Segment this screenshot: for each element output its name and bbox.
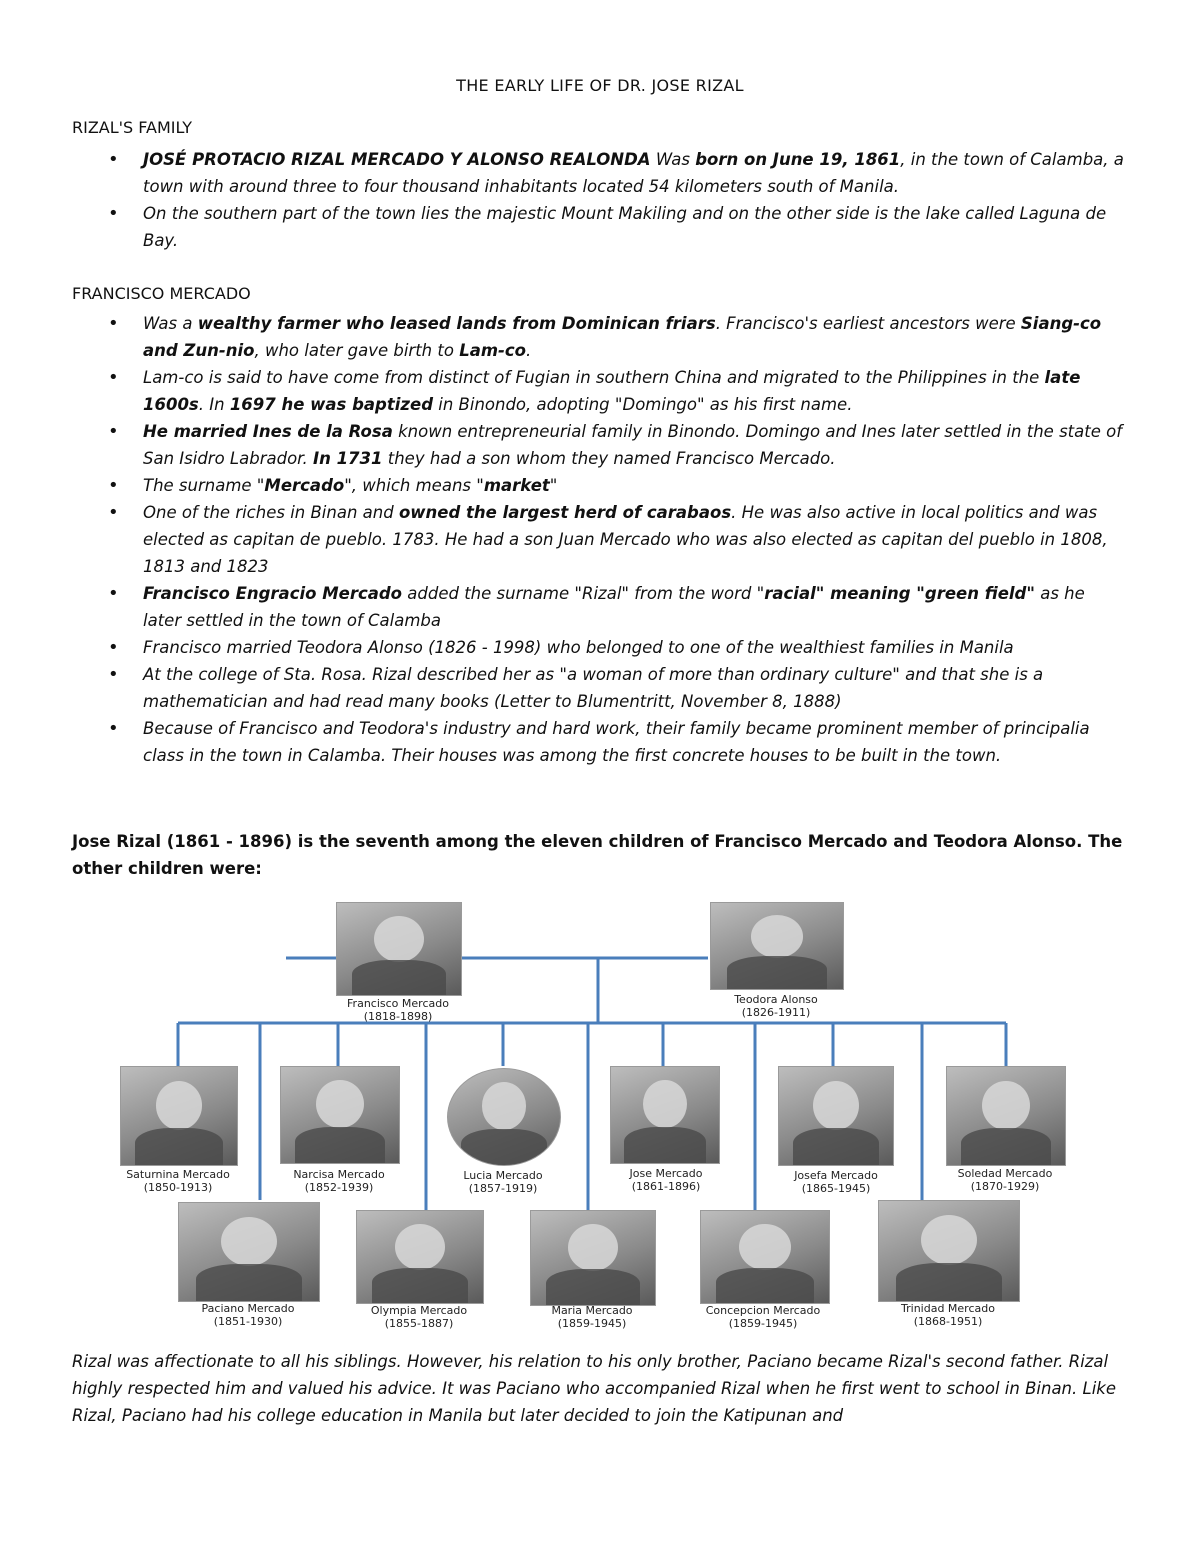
child-photo-olympia bbox=[356, 1210, 484, 1304]
child-caption-lucia: Lucia Mercado (1857-1919) bbox=[463, 1169, 543, 1195]
child-photo-josefa bbox=[778, 1066, 894, 1166]
child-photo-saturnina bbox=[120, 1066, 238, 1166]
child-caption-soledad: Soledad Mercado (1870-1929) bbox=[957, 1167, 1053, 1193]
parent-caption-teodora: Teodora Alonso (1826-1911) bbox=[734, 993, 818, 1019]
parent-photo-francisco bbox=[336, 902, 462, 996]
child-photo-narcisa bbox=[280, 1066, 400, 1164]
list-item: • One of the riches in Binan and owned the largest herd of carabaos. He was also active in local politics and was elected as capitan de pueblo. 1783. He had a son Juan Mercado who was also elected as capitan del pueblo in 1808, 1813 and 1823 bbox=[108, 499, 1128, 580]
list-item: • Francisco married Teodora Alonso (1826 - 1998) who belonged to one of the wealthiest families in Manila bbox=[108, 634, 1128, 661]
document-title: THE EARLY LIFE OF DR. JOSE RIZAL bbox=[456, 76, 744, 95]
list-item: • At the college of Sta. Rosa. Rizal described her as "a woman of more than ordinary culture" and that she is a mathematician and had read many books (Letter to Blumentritt, November 8, 1888) bbox=[108, 661, 1128, 715]
child-caption-narcisa: Narcisa Mercado (1852-1939) bbox=[293, 1168, 385, 1194]
list-item: • He married Ines de la Rosa known entrepreneurial family in Binondo. Domingo and Ines later settled in the state of San Isidro Labrador. In 1731 they had a son whom they named Francisco Mercado. bbox=[108, 418, 1128, 472]
rizal-family-list bbox=[108, 146, 1128, 254]
child-caption-trinidad: Trinidad Mercado (1868-1951) bbox=[901, 1302, 995, 1328]
child-photo-jose bbox=[610, 1066, 720, 1164]
child-caption-josefa: Josefa Mercado (1865-1945) bbox=[794, 1169, 878, 1195]
list-item: • Because of Francisco and Teodora's industry and hard work, their family became prominent member of principalia class in the town in Calamba. Their houses was among the first concrete houses to be built in the town. bbox=[108, 715, 1128, 769]
parent-photo-teodora bbox=[710, 902, 844, 990]
section-heading-rizals-family: RIZAL'S FAMILY bbox=[72, 118, 193, 137]
child-photo-maria bbox=[530, 1210, 656, 1306]
child-photo-concepcion bbox=[700, 1210, 830, 1304]
parent-caption-francisco: Francisco Mercado (1818-1898) bbox=[347, 997, 449, 1023]
list-item: • Francisco Engracio Mercado added the surname "Rizal" from the word "racial" meaning "green field" as he later settled in the town of Calamba bbox=[108, 580, 1128, 634]
list-item: • Was a wealthy farmer who leased lands from Dominican friars. Francisco's earliest ancestors were Siang-co and Zun-nio, who later gave birth to Lam-co. bbox=[108, 310, 1128, 364]
list-item: • On the southern part of the town lies the majestic Mount Makiling and on the other side is the lake called Laguna de Bay. bbox=[108, 200, 1128, 254]
list-item: • Lam-co is said to have come from distinct of Fugian in southern China and migrated to the Philippines in the late 1600s. In 1697 he was baptized in Binondo, adopting "Domingo" as his first name. bbox=[108, 364, 1128, 418]
child-photo-trinidad bbox=[878, 1200, 1020, 1302]
family-tree-diagram bbox=[110, 890, 1090, 1340]
francisco-mercado-list bbox=[108, 310, 1128, 769]
list-item: • JOSÉ PROTACIO RIZAL MERCADO Y ALONSO REALONDA Was born on June 19, 1861, in the town of Calamba, a town with around three to four thousand inhabitants located 54 kilometers south of Manila. bbox=[108, 146, 1128, 200]
child-caption-jose: Jose Mercado (1861-1896) bbox=[629, 1167, 703, 1193]
child-caption-concepcion: Concepcion Mercado (1859-1945) bbox=[705, 1304, 821, 1330]
child-photo-soledad bbox=[946, 1066, 1066, 1166]
child-caption-maria: Maria Mercado (1859-1945) bbox=[551, 1304, 633, 1330]
child-caption-paciano: Paciano Mercado (1851-1930) bbox=[201, 1302, 295, 1328]
child-photo-paciano bbox=[178, 1202, 320, 1302]
list-item: • The surname "Mercado", which means "market" bbox=[108, 472, 1128, 499]
section-heading-francisco-mercado: FRANCISCO MERCADO bbox=[72, 284, 251, 303]
child-caption-olympia: Olympia Mercado (1855-1887) bbox=[370, 1304, 468, 1330]
child-photo-lucia bbox=[447, 1068, 561, 1166]
closing-paragraph: Rizal was affectionate to all his siblings. However, his relation to his only brother, Paciano became Rizal's second father. Rizal highly respected him and valued his advice. It was Paciano who accompanied Rizal when he first went to school in Binan. Like Rizal, Paciano had his college education in Manila but later decided to join the Katipunan and bbox=[72, 1352, 1116, 1425]
children-intro-paragraph: Jose Rizal (1861 - 1896) is the seventh among the eleven children of Francisco Mercado and Teodora Alonso. The other children were: bbox=[72, 832, 1123, 878]
child-caption-saturnina: Saturnina Mercado (1850-1913) bbox=[126, 1168, 230, 1194]
